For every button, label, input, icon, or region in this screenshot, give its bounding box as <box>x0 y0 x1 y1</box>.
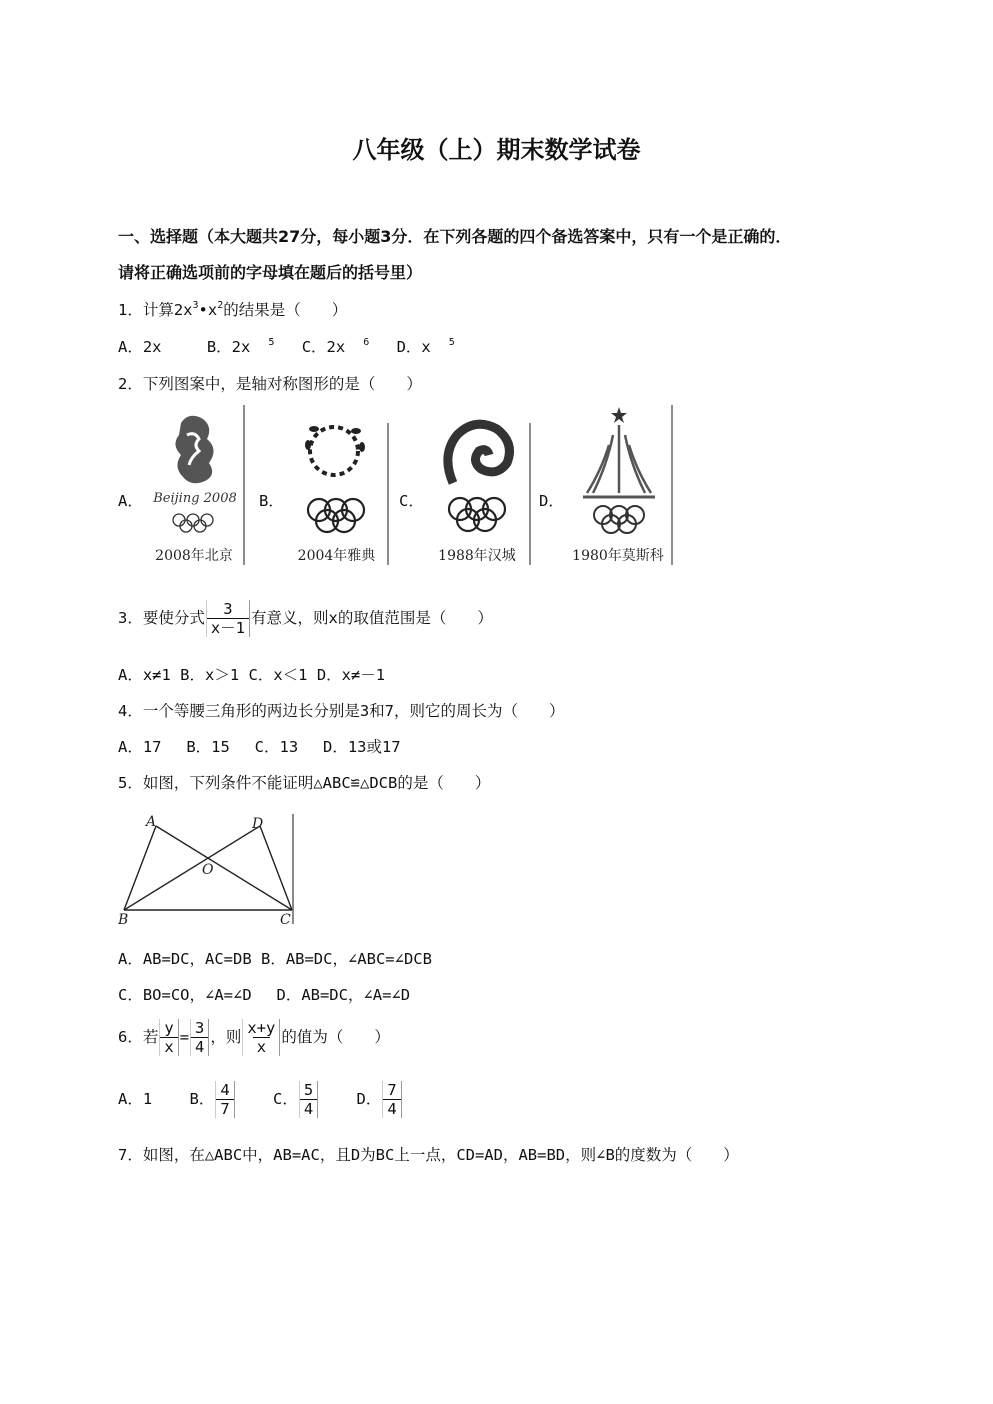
question-7: 7．如图，在△ABC中，AB=AC，且D为BC上一点，CD=AD，AB=BD，则∠B的度数为（ ） <box>118 1146 739 1164</box>
page-title: 八年级（上）期末数学试卷 <box>352 136 641 164</box>
question-4-options: A．17 B．15 C．13 D．13或17 <box>118 738 401 756</box>
label-c: C <box>280 912 291 927</box>
option-a: A．2x <box>118 338 162 356</box>
moscow-1980-logo <box>563 405 673 565</box>
fraction: $\frac{3}{4}$ <box>190 1019 209 1056</box>
label-a: A <box>146 814 157 830</box>
seoul-1988-logo <box>423 405 531 565</box>
option-d: D．x $^5$ <box>396 337 455 356</box>
question-3-options: A．x≠1 B．x＞1 C．x＜1 D．x≠－1 <box>118 666 386 684</box>
athens-2004-logo <box>284 405 389 565</box>
label-d: D <box>252 816 264 832</box>
option-b-letter: B． <box>259 492 284 510</box>
option-a-caption: 2008年北京 <box>155 548 233 564</box>
fraction: $\frac{7}{4}$ <box>382 1081 401 1118</box>
fraction: $\frac{5}{4}$ <box>299 1081 318 1118</box>
question-3: 3．要使分式 $\frac{3}{x-1}$ 有意义，则x的取值范围是（ ） <box>118 600 493 637</box>
option-c-letter: C． <box>399 492 424 510</box>
question-1-options <box>118 335 473 359</box>
question-2-options <box>118 405 688 565</box>
fraction: $\frac{4}{7}$ <box>215 1081 234 1118</box>
svg-text:Beijing 2008: Beijing 2008 <box>153 491 237 506</box>
question-4: 4．一个等腰三角形的两边长分别是3和7，则它的周长为（ ） <box>118 702 565 720</box>
label-o: O <box>202 862 214 878</box>
option-c: C．2x $^6$ <box>301 337 370 356</box>
question-5-options-line1: A．AB=DC，AC=DB B．AB=DC，∠ABC=∠DCB <box>118 950 432 968</box>
label-b: B <box>118 912 129 927</box>
question-2: 2．下列图案中，是轴对称图形的是（ ） <box>118 375 422 393</box>
option-b-caption: 2004年雅典 <box>297 548 376 564</box>
option-d-letter: D． <box>539 492 564 510</box>
question-6-options: A．1 B． $\frac{4}{7}$ C． $\frac{5}{4}$ D． $\frac{7}{4}$ <box>118 1081 403 1118</box>
beijing-2008-logo <box>143 405 245 565</box>
option-a-letter: A． <box>118 492 143 510</box>
fraction: $\frac{3}{x-1}$ <box>206 600 250 637</box>
option-d-caption: 1980年莫斯科 <box>572 548 664 564</box>
option-b: B．2x $^5$ <box>206 337 275 356</box>
question-5: 5．如图，下列条件不能证明△ABC≌△DCB的是（ ） <box>118 774 491 792</box>
section-heading-line2: 请将正确选项前的字母填在题后的括号里） <box>118 263 423 282</box>
section-heading-line1: 一、选择题（本大题共27分，每小题3分．在下列各题的四个备选答案中，只有一个是正确的． <box>118 227 792 246</box>
triangle-diagram <box>118 812 296 927</box>
question-1: 1．计算$2x^3•x^2$的结果是（ ） <box>118 300 348 319</box>
option-c-caption: 1988年汉城 <box>438 548 516 564</box>
question-6: 6．若 $\frac{y}{x}$ = $\frac{3}{4}$ ，则 $\frac{x+y}{x}$ 的值为（ ） <box>118 1019 390 1056</box>
fraction: $\frac{x+y}{x}$ <box>242 1019 280 1056</box>
fraction: $\frac{y}{x}$ <box>159 1019 178 1056</box>
question-5-options-line2: C．BO=CO，∠A=∠D D．AB=DC，∠A=∠D <box>118 986 411 1004</box>
